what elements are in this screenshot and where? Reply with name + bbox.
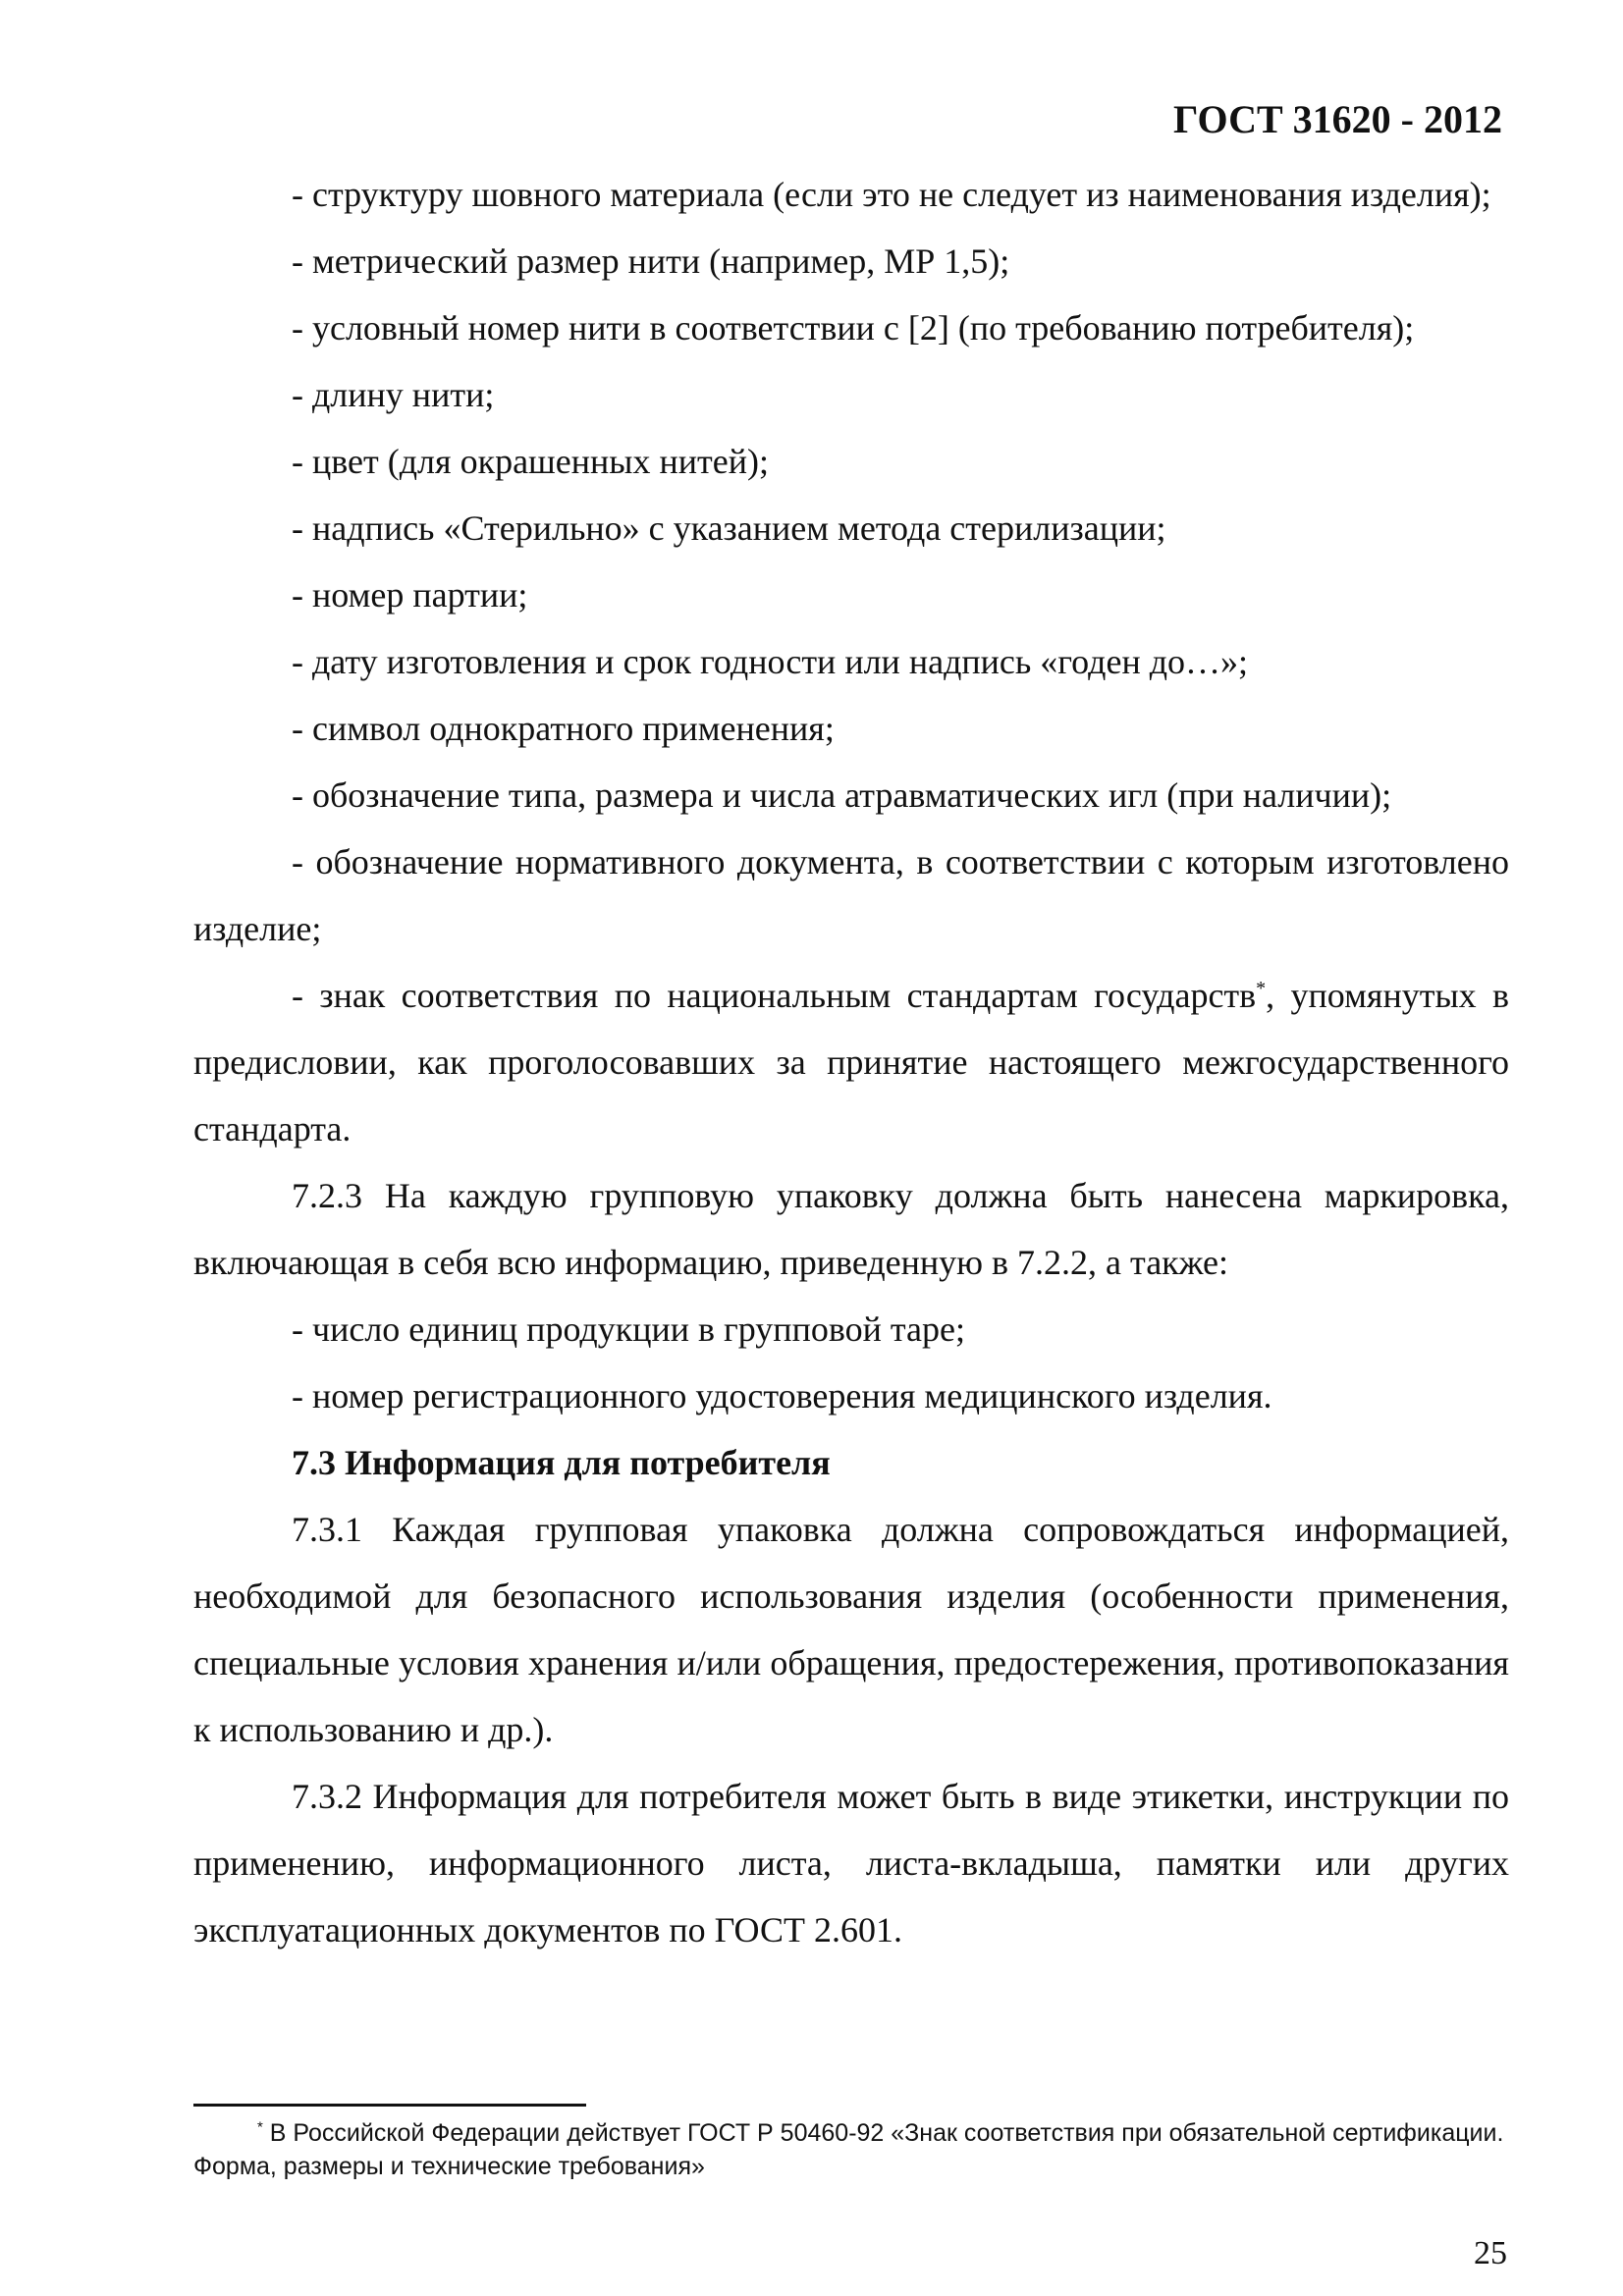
footnote-text: В Российской Федерации действует ГОСТ Р 50460-92 «Знак соответствия при обязательной сертификации. Форма, размеры и технические требования» (193, 2119, 1504, 2180)
footnote (193, 2116, 1509, 2183)
conformity-mark-text-start: - знак соответствия по национальным стандартам государств (292, 976, 1257, 1015)
document-header: ГОСТ 31620 - 2012 (1173, 97, 1502, 141)
list-item-single-use-symbol: - символ однократного применения; (292, 709, 835, 748)
section-heading-7-3: 7.3 Информация для потребителя (292, 1443, 831, 1482)
footnote-reference[interactable]: * (1256, 978, 1267, 999)
list-item-manufacture-date: - дату изготовления и срок годности или надпись «годен до…»; (292, 642, 1249, 681)
list-item-sterile-label: - надпись «Стерильно» с указанием метода стерилизации; (292, 508, 1166, 548)
footnote-mark: * (257, 2118, 263, 2136)
list-item-suture-structure: - структуру шовного материала (если это не следует из наименования изделия); (292, 175, 1491, 214)
clause-7-2-3: 7.2.3 На каждую групповую упаковку должна быть нанесена маркировка, включающая в себя всю информацию, приведенную в 7.2.2, а также: (193, 1176, 1509, 1282)
list-item-normative-document: - обозначение нормативного документа, в соответствии с которым изготовлено изделие; (193, 842, 1509, 948)
list-item-registration-number: - номер регистрационного удостоверения медицинского изделия. (292, 1376, 1272, 1415)
list-item-batch-number: - номер партии; (292, 575, 528, 614)
page-number: 25 (1474, 2235, 1507, 2271)
list-item-metric-size: - метрический размер нити (например, МР 1,5); (292, 241, 1010, 281)
list-item-conformity-mark (193, 962, 1509, 1162)
conformity-mark-text-end: , упомянутых в предисловии, как проголосовавших за принятие настоящего межгосударственного стандарта. (193, 976, 1509, 1148)
list-item-units-count: - число единиц продукции в групповой таре; (292, 1309, 965, 1349)
list-item-thread-length: - длину нити; (292, 375, 495, 414)
clause-7-3-2: 7.3.2 Информация для потребителя может быть в виде этикетки, инструкции по применению, информационного листа, листа-вкладыша, памятки или других эксплуатационных документов по ГОСТ 2.601. (193, 1777, 1509, 1949)
footnote-divider (193, 2104, 586, 2107)
clause-7-3-1: 7.3.1 Каждая групповая упаковка должна сопровождаться информацией, необходимой для безопасного использования изделия (особенности применения, специальные условия хранения и/или обращения, предостережения, противопоказания к использованию и др.). (193, 1510, 1509, 1749)
list-item-color: - цвет (для окрашенных нитей); (292, 442, 769, 481)
document-body (193, 161, 1509, 1963)
list-item-needle-designation: - обозначение типа, размера и числа атравматических игл (при наличии); (292, 775, 1392, 815)
list-item-conditional-number: - условный номер нити в соответствии с [2] (по требованию потребителя); (292, 308, 1415, 347)
